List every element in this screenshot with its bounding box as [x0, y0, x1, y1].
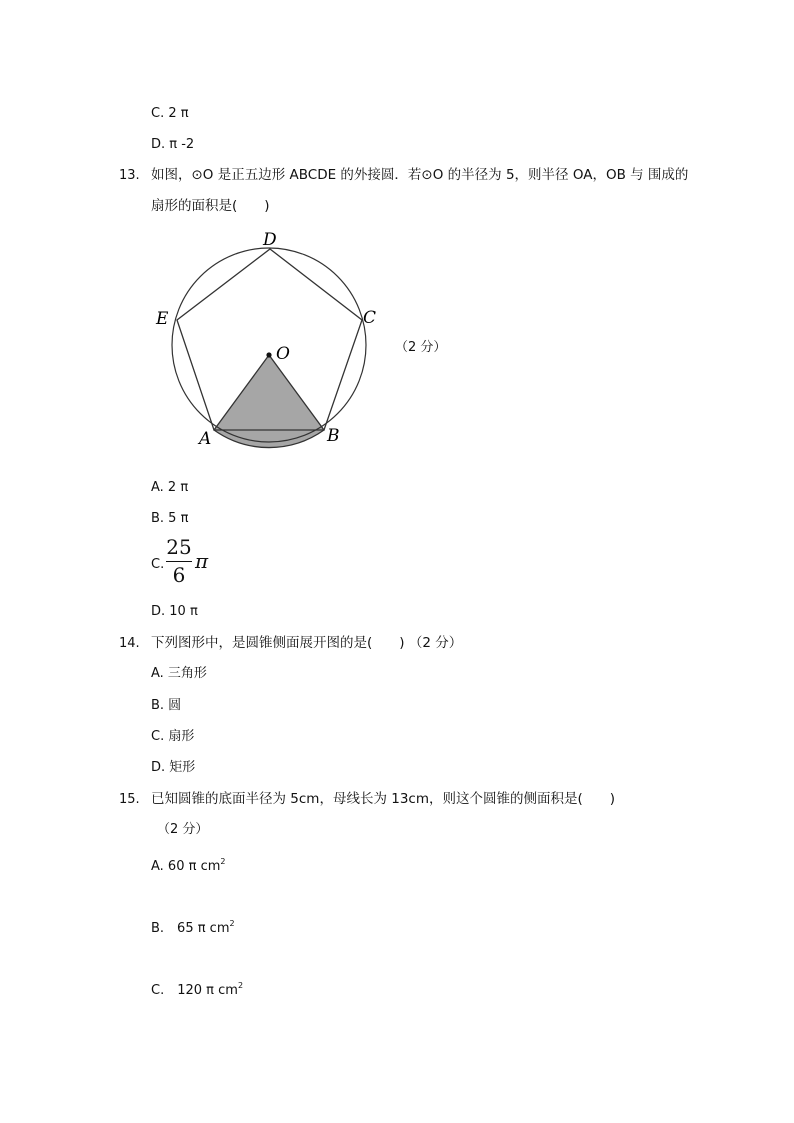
- q15-score: （2 分）: [157, 822, 209, 837]
- q15-option-a-sup: 2: [220, 857, 226, 866]
- q13-option-b: B. 5 π: [151, 511, 189, 526]
- q13-option-a: A. 2 π: [151, 480, 189, 495]
- fraction-denominator: 6: [172, 563, 186, 587]
- fraction-bar: [166, 561, 192, 562]
- q15-option-b: [151, 915, 235, 938]
- q15-option-a: [151, 853, 225, 876]
- q15-option-b-text: B. 65 π cm: [151, 921, 230, 936]
- label-c: C: [363, 308, 377, 328]
- q13-option-c-label: C.: [151, 557, 165, 572]
- q15-option-c-text: C. 120 π cm: [151, 983, 238, 998]
- q13-score: （2 分）: [395, 340, 447, 355]
- q15-option-a-text: A. 60 π cm: [151, 859, 221, 874]
- q15-number: 15.: [119, 792, 140, 807]
- q14-option-d: D. 矩形: [151, 760, 196, 775]
- q12-option-d: D. π -2: [151, 137, 195, 152]
- label-a: A: [199, 429, 212, 449]
- q14-stem: 下列图形中，是圆锥侧面展开图的是( ) （2 分）: [151, 635, 463, 651]
- q14-option-a: A. 三角形: [151, 666, 207, 681]
- q13-pentagon-figure: [150, 227, 410, 457]
- q12-option-c: C. 2 π: [151, 106, 189, 121]
- q15-stem: 已知圆锥的底面半径为 5cm，母线长为 13cm，则这个圆锥的侧面积是( ): [151, 791, 616, 807]
- q14-option-c: C. 扇形: [151, 729, 195, 744]
- center-point-o: [266, 352, 271, 357]
- q13-number: 13.: [119, 168, 140, 183]
- label-o: O: [276, 344, 290, 364]
- q15-option-c: [151, 977, 243, 1000]
- fraction-numerator: 25: [166, 535, 192, 559]
- label-e: E: [156, 309, 169, 329]
- q13-option-d: D. 10 π: [151, 604, 198, 619]
- q14-number: 14.: [119, 636, 140, 651]
- label-d: D: [263, 230, 277, 250]
- q15-option-b-sup: 2: [229, 919, 235, 928]
- q15-option-c-sup: 2: [237, 981, 244, 990]
- q13-stem-line1: 如图，⊙O 是正五边形 ABCDE 的外接圆．若⊙O 的半径为 5，则半径 OA，OB 与 围成的: [151, 167, 689, 183]
- pi-symbol: π: [195, 549, 209, 573]
- q13-stem-line2: 扇形的面积是( ): [151, 198, 270, 214]
- label-b: B: [327, 426, 340, 446]
- q13-option-c-fraction: [166, 537, 216, 589]
- q14-option-b: B. 圆: [151, 698, 182, 713]
